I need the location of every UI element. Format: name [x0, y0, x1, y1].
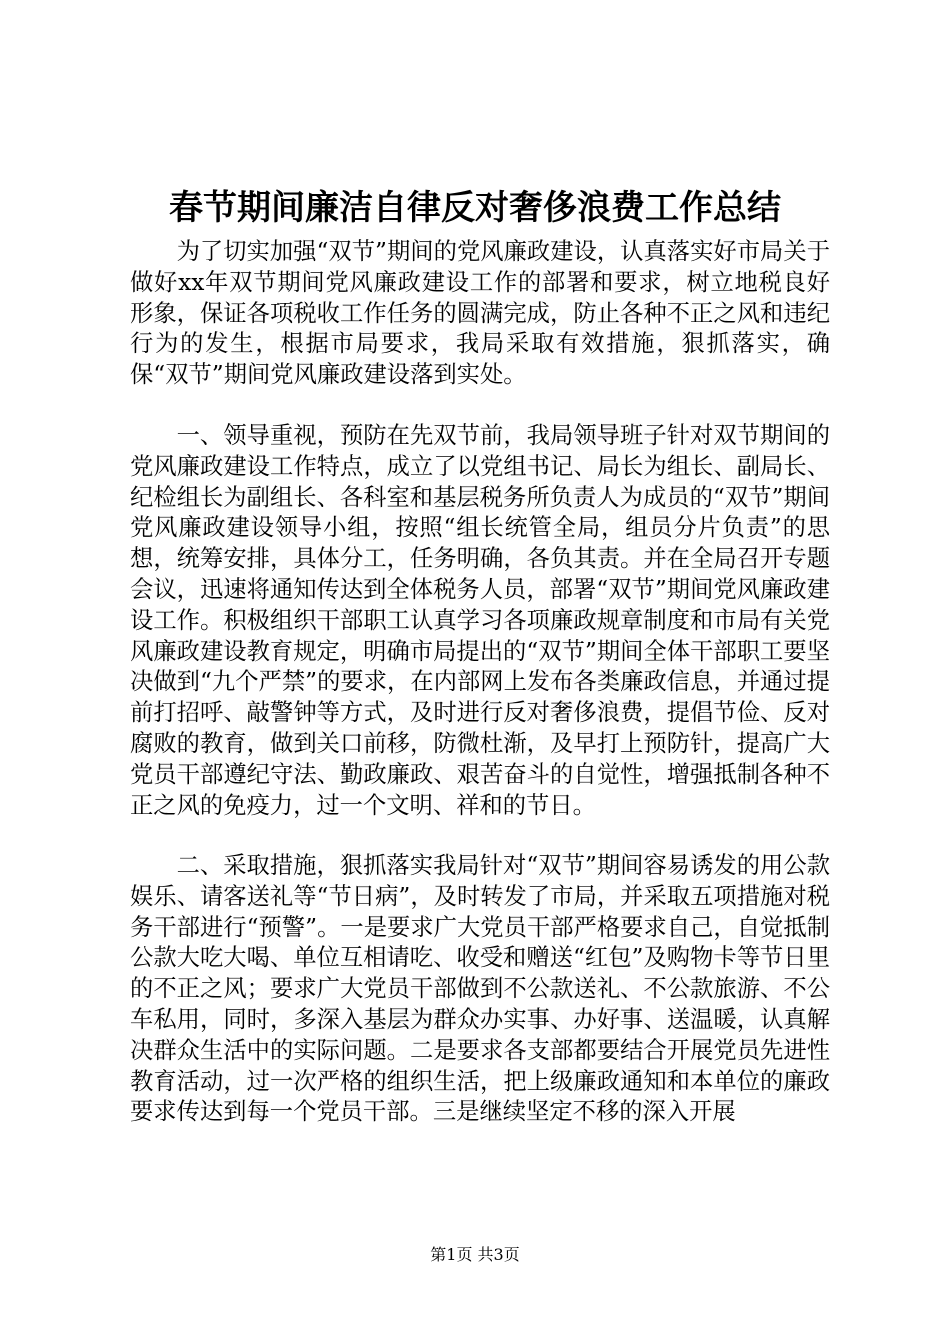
paragraph-section-one: [130, 421, 830, 821]
paragraph-text: 一、领导重视，预防在先双节前，我局领导班子针对双节期间的党风廉政建设工作特点，成立了以党组书记、局长为组长、副局长、纪检组长为副组长、各科室和基层税务所负责人为成员的“双节”期间党风廉政建设领导小组，按照“组长统管全局，组员分片负责”的思想，统筹安排，具体分工，任务明确，各负其责。并在全局召开专题会议，迅速将通知传达到全体税务人员，部署“双节”期间党风廉政建设工作。积极组织干部职工认真学习各项廉政规章制度和市局有关党风廉政建设教育规定，明确市局提出的“双节”期间全体干部职工要坚决做到“九个严禁”的要求，在内部网上发布各类廉政信息，并通过提前打招呼、敲警钟等方式，及时进行反对奢侈浪费，提倡节俭、反对腐败的教育，做到关口前移，防微杜渐，及早打上预防针，提高广大党员干部遵纪守法、勤政廉政、艰苦奋斗的自觉性，增强抵制各种不正之风的免疫力，过一个文明、祥和的节日。: [130, 422, 830, 819]
paragraph-text: 为了切实加强“双节”期间的党风廉政建设，认真落实好市局关于做好xx年双节期间党风廉政建设工作的部署和要求，树立地税良好形象，保证各项税收工作任务的圆满完成，防止各种不正之风和违纪行为的发生，根据市局要求，我局采取有效措施，狠抓落实，确保“双节”期间党风廉政建设落到实处。: [130, 238, 830, 389]
page-number-footer: 第1页 共3页: [430, 1245, 520, 1264]
document-title: 春节期间廉洁自律反对奢侈浪费工作总结: [169, 188, 781, 228]
paragraph-text: 二、采取措施，狠抓落实我局针对“双节”期间容易诱发的用公款娱乐、请客送礼等“节日病”，及时转发了市局，并采取五项措施对税务干部进行“预警”。一是要求广大党员干部严格要求自己，自觉抵制公款大吃大喝、单位互相请吃、收受和赠送“红包”及购物卡等节日里的不正之风；要求广大党员干部做到不公款送礼、不公款旅游、不公车私用，同时，多深入基层为群众办实事、办好事、送温暖，认真解决群众生活中的实际问题。二是要求各支部都要结合开展党员先进性教育活动，过一次严格的组织生活，把上级廉政通知和本单位的廉政要求传达到每一个党员干部。三是继续坚定不移的深入开展: [130, 852, 830, 1126]
paragraph-section-two: [130, 851, 830, 1128]
paragraph-intro: [130, 237, 830, 391]
